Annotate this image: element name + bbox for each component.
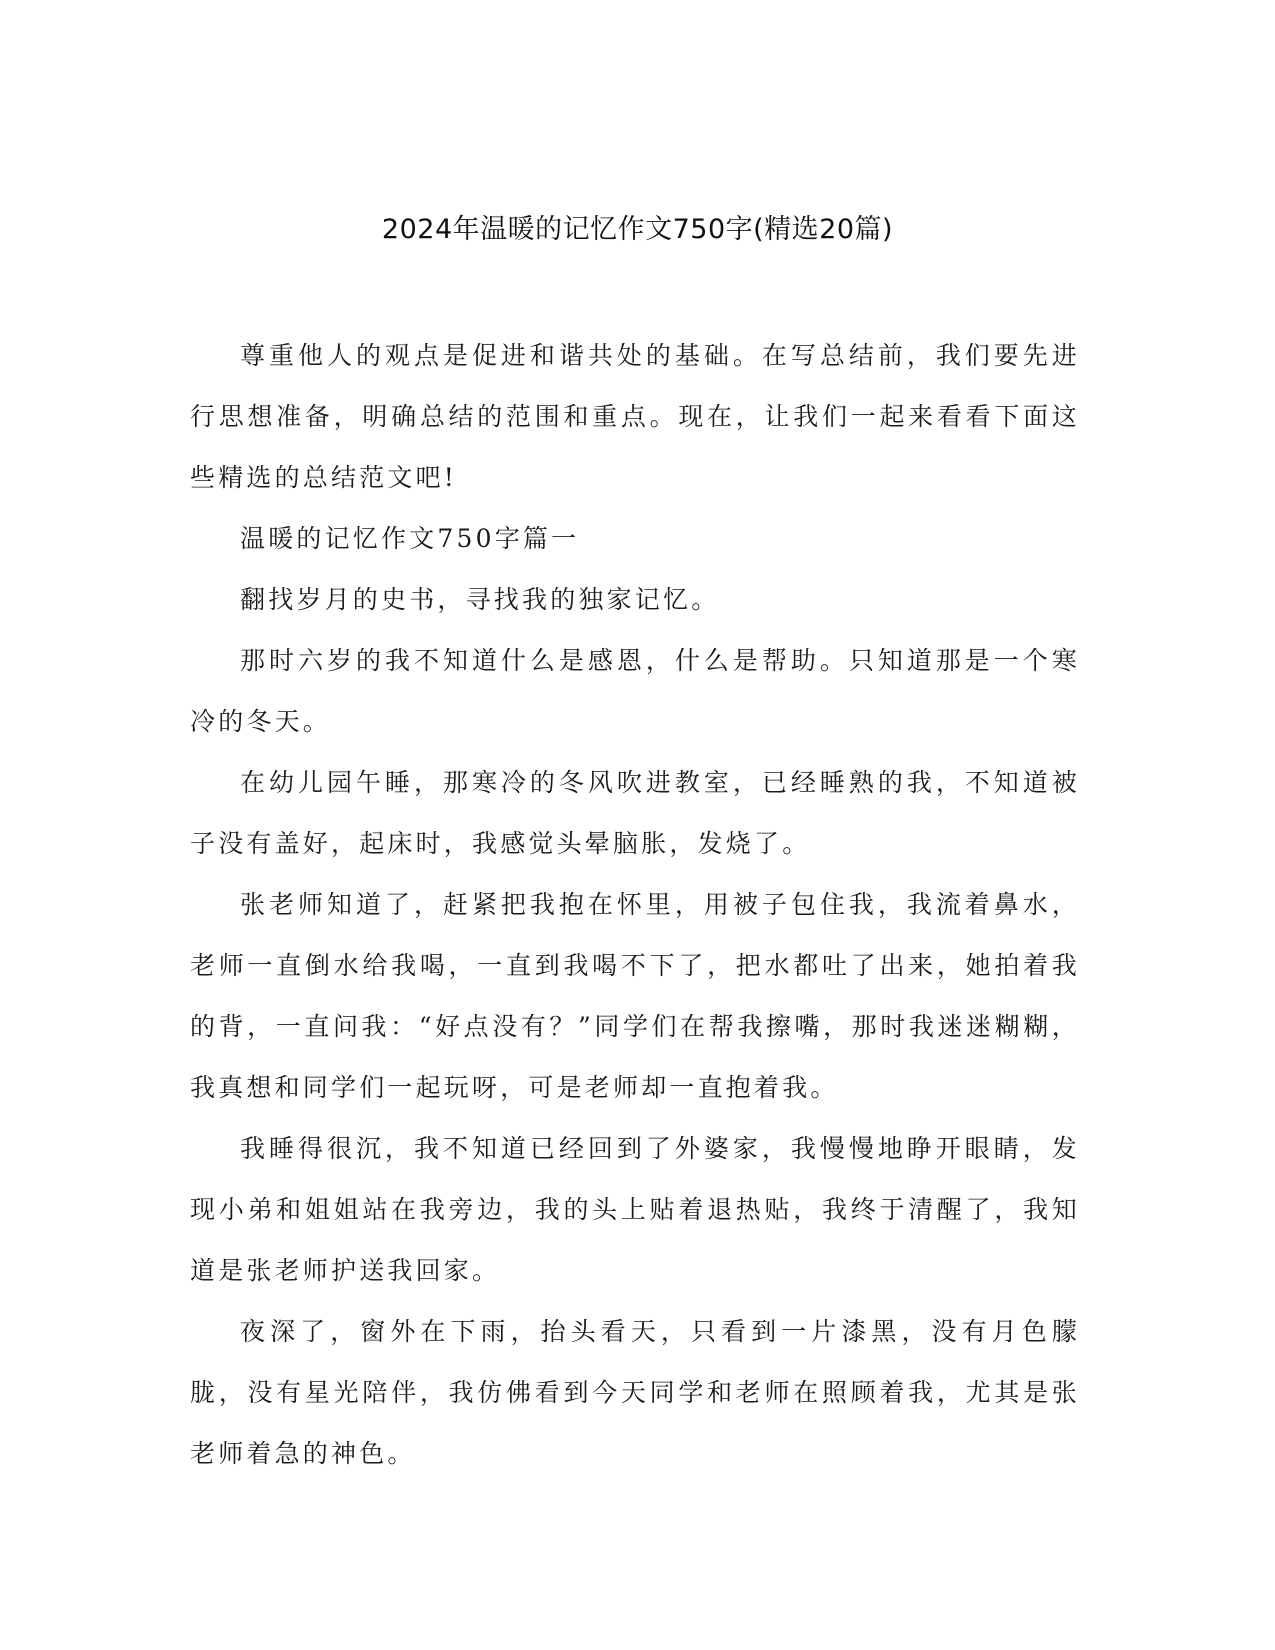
paragraph: 我睡得很沉，我不知道已经回到了外婆家，我慢慢地睁开眼睛，发现小弟和姐姐站在我旁边，我的头上贴着退热贴，我终于清醒了，我知道是张老师护送我回家。	[190, 1134, 1080, 1285]
paragraph-intro: 尊重他人的观点是促进和谐共处的基础。在写总结前，我们要先进行思想准备，明确总结的范围和重点。现在，让我们一起来看看下面这些精选的总结范文吧!	[190, 341, 1080, 492]
section-heading: 温暖的记忆作文750字篇一	[240, 524, 580, 553]
paragraph: 在幼儿园午睡，那寒冷的冬风吹进教室，已经睡熟的我，不知道被子没有盖好，起床时，我感觉头晕脑胀，发烧了。	[190, 768, 1080, 858]
document-body	[190, 325, 1080, 1484]
document-title: 2024年温暖的记忆作文750字(精选20篇)	[381, 214, 894, 245]
paragraph: 翻找岁月的史书，寻找我的独家记忆。	[240, 585, 720, 614]
paragraph: 张老师知道了，赶紧把我抱在怀里，用被子包住我，我流着鼻水，老师一直倒水给我喝，一直到我喝不下了，把水都吐了出来，她拍着我的背，一直问我：“好点没有？”同学们在帮我擦嘴，那时我迷迷糊糊，我真想和同学们一起玩呀，可是老师却一直抱着我。	[190, 890, 1080, 1102]
paragraph: 那时六岁的我不知道什么是感恩，什么是帮助。只知道那是一个寒冷的冬天。	[190, 646, 1080, 736]
paragraph: 夜深了，窗外在下雨，抬头看天，只看到一片漆黑，没有月色朦胧，没有星光陪伴，我仿佛看到今天同学和老师在照顾着我，尤其是张老师着急的神色。	[190, 1317, 1080, 1468]
